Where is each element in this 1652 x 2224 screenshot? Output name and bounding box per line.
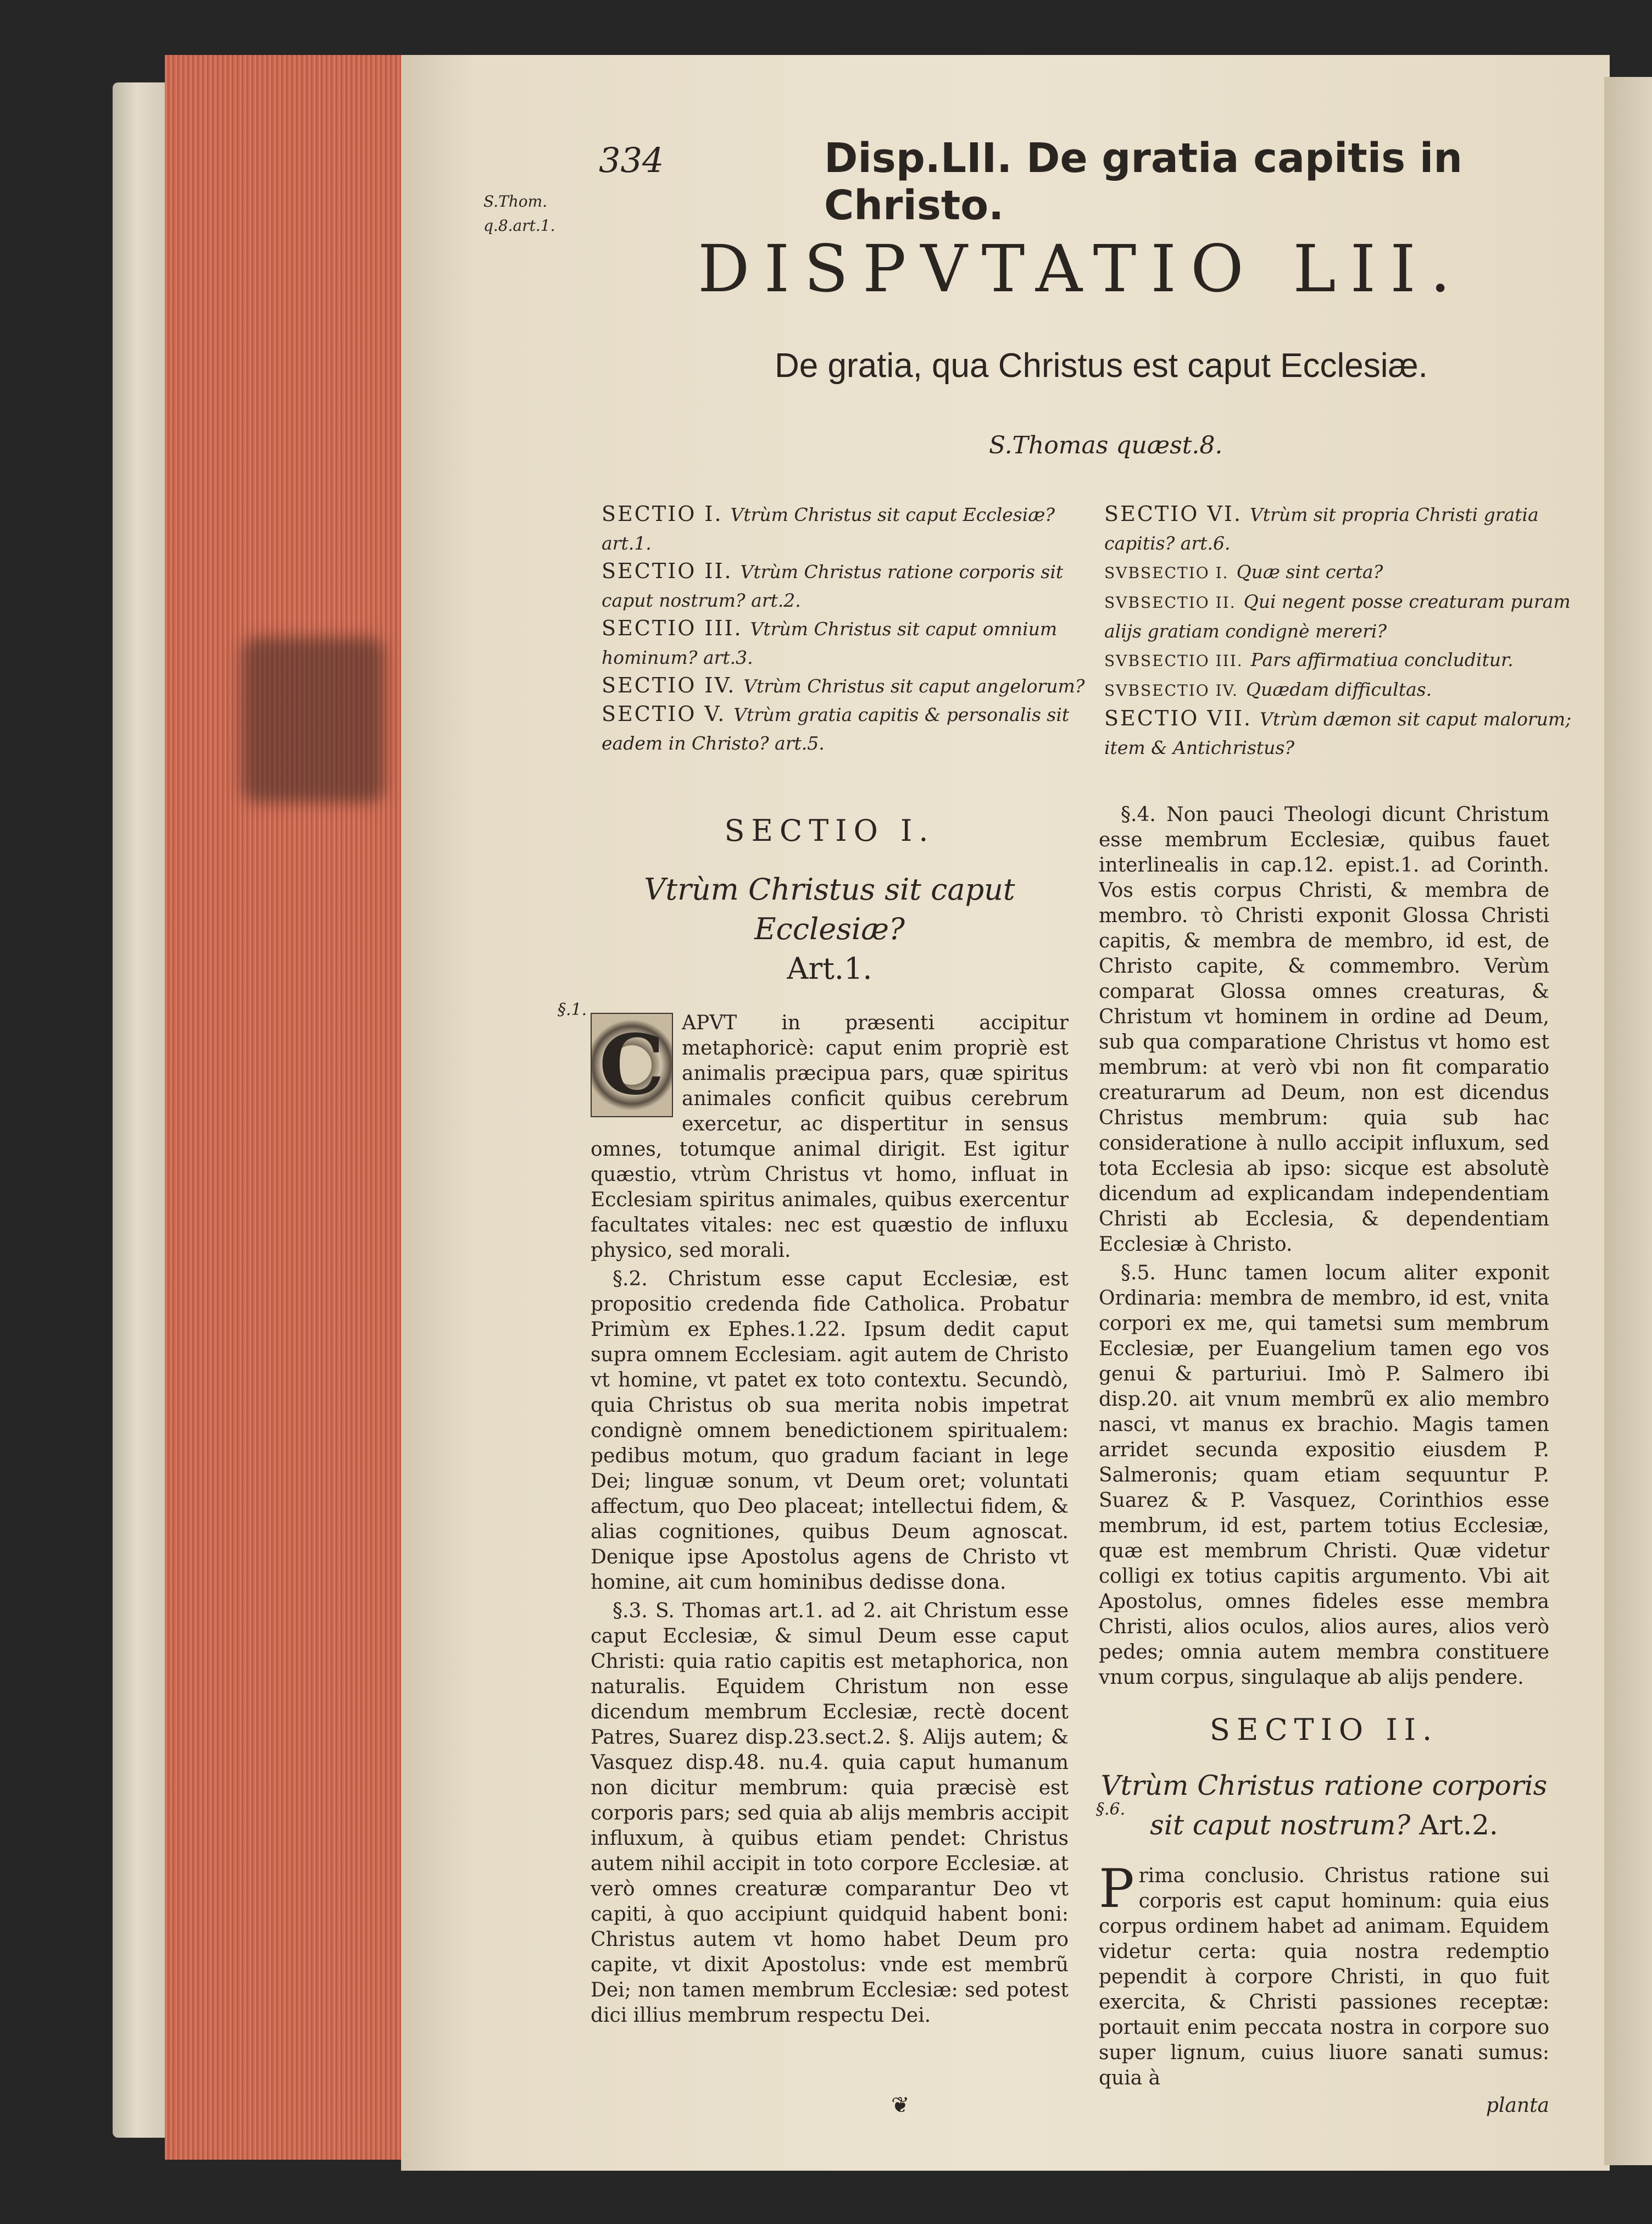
decorated-initial: C bbox=[591, 1013, 673, 1117]
toc-text: Vtrùm Christus sit caput angelorum? bbox=[743, 675, 1085, 697]
ink-stain bbox=[242, 637, 385, 802]
margin-note bbox=[483, 190, 555, 238]
running-title: Disp.LII. De gratia capitis in Christo. bbox=[824, 135, 1462, 229]
toc-label: SECTIO III. bbox=[602, 616, 743, 640]
section-art: Art.1. bbox=[787, 951, 872, 986]
initial-letter: P bbox=[1099, 1858, 1134, 1920]
reference: S.Thomas quæst.8. bbox=[989, 431, 1223, 459]
section-question-text: Vtrùm Christus sit caput Ecclesiæ? bbox=[644, 872, 1015, 946]
section-question-text: Vtrùm Christus ratione corporis sit caput nostrum? bbox=[1100, 1770, 1548, 1841]
toc-right bbox=[1104, 500, 1588, 762]
margin-note-line: S.Thom. bbox=[483, 192, 548, 210]
toc-label: SECTIO II. bbox=[602, 559, 733, 583]
toc-entry bbox=[602, 672, 1085, 700]
section-question bbox=[591, 870, 1069, 989]
toc-entry bbox=[1104, 587, 1588, 645]
paragraph: §.2. Christum esse caput Ecclesiæ, est propositio credenda fide Catholica. Probatur Primùm ex Ephes.1.22. Ipsum dedit caput supra omnem Ecclesiam. agit autem de Christo vt homine, vt patet ex toto contextu. Secundò, quia Christus ob sua merita nobis impetrat condignè omnem benedictionem spiritualem: pedibus motum, quo gradum faciant in lege Dei; linguæ sonum, vt Deum oret; voluntati affectum, quo Deo placeat; intellectui fidem, & alias cognitiones, quibus Deum agnoscat. Denique ipse Apostolus agens de Christo vt homine, ait cum hominibus dedisse dona. bbox=[591, 1268, 1069, 1594]
page-number: 334 bbox=[599, 140, 664, 180]
toc-text: Vtrùm dæmon sit caput malorum; item & Antichristus? bbox=[1104, 708, 1572, 758]
facing-page-edge bbox=[1604, 77, 1652, 2165]
toc-text: Vtrùm Christus sit caput omnium hominum? art.3. bbox=[602, 618, 1058, 668]
page-block-red-edge bbox=[165, 55, 404, 2160]
toc-left bbox=[602, 500, 1085, 757]
toc-text: Vtrùm Christus sit caput Ecclesiæ? art.1. bbox=[602, 504, 1055, 554]
section-heading: SECTIO II. bbox=[1209, 1712, 1439, 1747]
margin-note-line: q.8.art.1. bbox=[483, 217, 555, 235]
toc-label: SECTIO VI. bbox=[1104, 502, 1242, 526]
toc-label: SECTIO I. bbox=[602, 502, 723, 526]
toc-entry bbox=[1104, 705, 1588, 762]
toc-text: Vtrùm sit propria Christi gratia capitis? art.6. bbox=[1104, 504, 1539, 554]
toc-entry bbox=[1104, 645, 1588, 675]
section-art: Art.2. bbox=[1419, 1809, 1498, 1841]
toc-text: Qui negent posse creaturam puram alijs gratiam condignè mereri? bbox=[1104, 591, 1571, 642]
section-heading: SECTIO I. bbox=[724, 813, 935, 848]
toc-label: SVBSECTIO III. bbox=[1104, 652, 1243, 670]
left-column bbox=[591, 813, 1069, 2032]
toc-entry bbox=[602, 500, 1085, 557]
toc-text: Vtrùm gratia capitis & personalis sit eadem in Christo? art.5. bbox=[602, 704, 1070, 754]
printer-ornament: ❦ bbox=[891, 2093, 910, 2118]
paragraph: §.4. Non pauci Theologi dicunt Christum esse membrum Ecclesiæ, quibus fauet interlinealis in cap.12. epist.1. ad Corinth. Vos estis corpus Christi, & membra de membro. τὸ Christi exponit Glossa Christi capitis, & membra de membro, id est, de Christo capite, & commembro. Verùm comparat Glossa omnes creaturas, & Christum vt hominem in ordine ad Deum, sub qua comparatione Christus vt homo est membrum: at verò vbi non fit comparatio creaturarum ad Deum, non est dicendus Christus membrum: quia sub hac consideratione à nullo accipit influxum, sed tota Ecclesia ab ipso: sicque est absolutè dicendum ad explicandam independentiam Christi ab Ecclesia, & dependentiam Ecclesiæ à Christo. bbox=[1099, 803, 1549, 1256]
toc-text: Quædam difficultas. bbox=[1245, 679, 1432, 700]
book-cover-edge bbox=[113, 82, 173, 2138]
toc-text: Pars affirmatiua concluditur. bbox=[1250, 649, 1514, 670]
paragraph-sigil: §.6. bbox=[1096, 1800, 1126, 1819]
toc-label: SECTIO V. bbox=[602, 702, 726, 726]
catchword: planta bbox=[1486, 2094, 1549, 2117]
toc-entry bbox=[602, 700, 1085, 757]
paragraph: APVT in præsenti accipitur metaphoricè: caput enim propriè est animalis præcipua pars, quæ spiritus animales conficit quibus cerebrum exercetur, ac dispertitur in sensus omnes, totumque animal dirigit. Est igitur quæstio, vtrùm Christus vt homo, influat in Ecclesiam spiritus animales, quibus exercentur facultates vitales: nec est quæstio de influxu physico, sed morali. bbox=[591, 1012, 1069, 1262]
section-body bbox=[591, 1011, 1069, 2028]
paragraph: §.3. S. Thomas art.1. ad 2. ait Christum esse caput Ecclesiæ, & simul Deum esse caput Christi: quia ratio capitis est metaphorica, non naturalis. Equidem Christum non esse dicendum membrum Ecclesiæ, rectè docent Patres, Suarez disp.23.sect.2. §. Alijs autem; & Vasquez disp.48. nu.4. quia caput humanum non dicitur membrum: quia præcisè est corporis pars; sed quia ab alijs membris accipit influxum, à quibus etiam pendet: Christus autem nihil accipit in toto corpore Ecclesiæ. at verò omnes creaturæ comparantur Deo vt capiti, à quo accipiunt quidquid habent boni: Christus autem vt homo habet Deum pro capite, vt dixit Apostolus: vnde est membrũ Dei; non tamen membrum Ecclesiæ: sed potest dici illius membrum respectu Dei. bbox=[591, 1600, 1069, 2027]
toc-entry bbox=[1104, 675, 1588, 705]
toc-label: SECTIO IV. bbox=[602, 673, 736, 697]
right-column bbox=[1099, 802, 1549, 2117]
toc-label: SVBSECTIO I. bbox=[1104, 564, 1229, 582]
toc-label: SVBSECTIO II. bbox=[1104, 594, 1236, 612]
toc-entry bbox=[602, 614, 1085, 672]
toc-label: SECTIO VII. bbox=[1104, 706, 1252, 730]
disputatio-title: DISPVTATIO LII. bbox=[698, 231, 1465, 307]
paragraph: rima conclusio. Christus ratione sui corporis est caput hominum: quia eius corpus ordinem habet ad animam. Equidem videtur certa: quia nostra redemptio pependit à corpore Christi, in quo fuit exercita, & Christi passiones receptæ: portauit enim peccata nostra in corpore suo super lignum, cuius liuore sanati sumus: quia à bbox=[1099, 1865, 1549, 2089]
section-question bbox=[1099, 1766, 1549, 1845]
toc-text: Quæ sint certa? bbox=[1236, 561, 1383, 583]
toc-entry bbox=[1104, 557, 1588, 587]
paragraph-sigil: §.1. bbox=[558, 1000, 587, 1019]
toc-entry bbox=[602, 557, 1085, 614]
toc-entry bbox=[1104, 500, 1588, 557]
section-body bbox=[1099, 1858, 1549, 2117]
paragraph: §.5. Hunc tamen locum aliter exponit Ordinaria: membra de membro, id est, vnita corpori ex me, qui tametsi sum membrum Ecclesiæ, per Euangelium tamen ego vos genui & parturiui. Imò P. Salmero ibi disp.20. ait vnum membrũ ex alio membro nasci, vt manus ex brachio. Magis tamen arridet secunda expositio eiusdem P. Salmeronis; quam etiam sequuntur P. Suarez & P. Vasquez, Corinthios esse membrum, id est, partem totius Ecclesiæ, quæ est membrum Christi. Quæ videtur colligi ex totius capitis argumento. Vbi ait Apostolus, omnes fideles esse membra Christi, alios oculos, alios aures, alios verò pedes; omnia autem membra constituere vnum corpus, singulaque ab alijs pendere. bbox=[1099, 1262, 1549, 1689]
toc-label: SVBSECTIO IV. bbox=[1104, 681, 1238, 700]
toc-text: Vtrùm Christus ratione corporis sit caput nostrum? art.2. bbox=[602, 561, 1064, 611]
disputatio-subtitle: De gratia, qua Christus est caput Ecclesiæ. bbox=[775, 347, 1428, 385]
